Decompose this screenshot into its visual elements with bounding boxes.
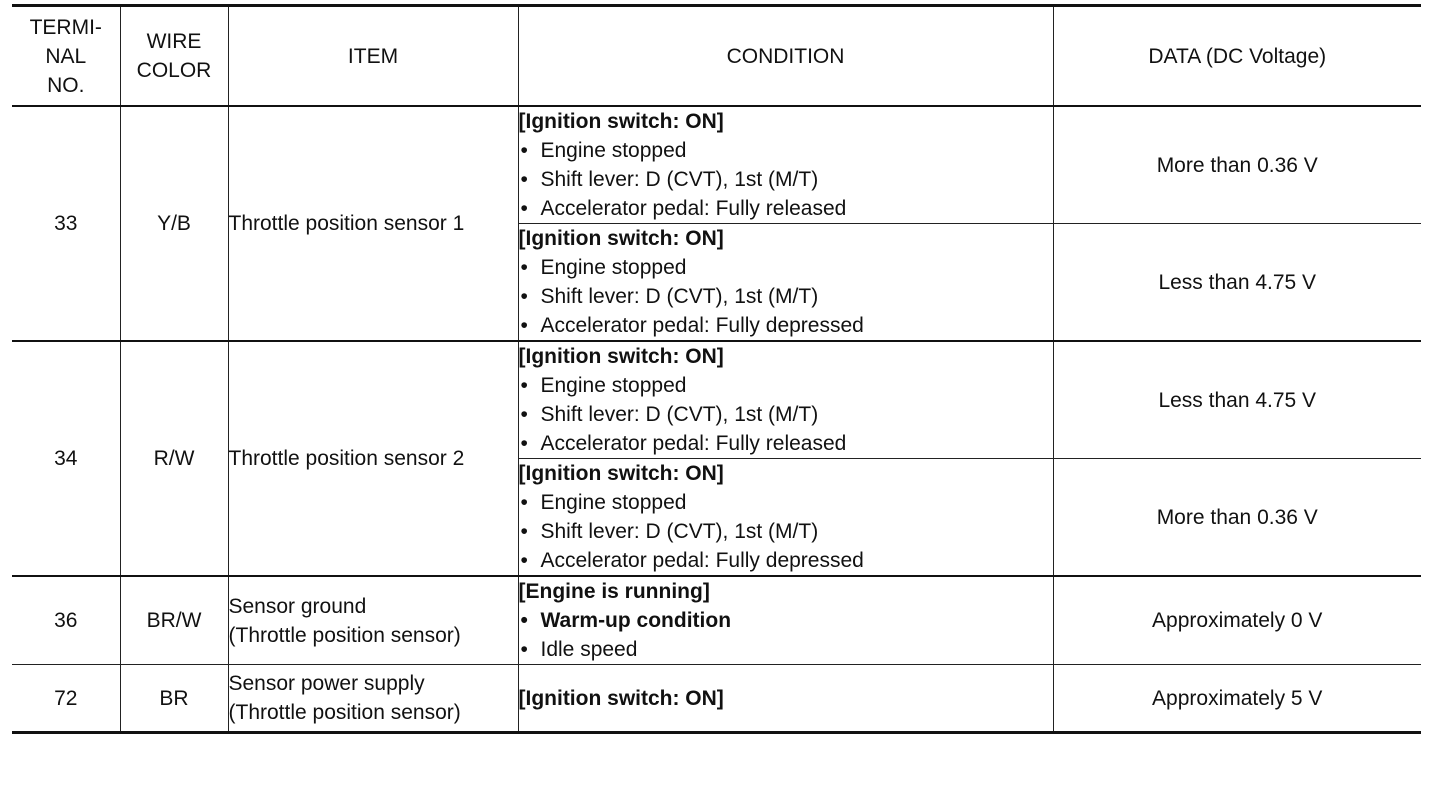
- header-wire-color: WIRE COLOR: [120, 6, 228, 107]
- wire-color: Y/B: [120, 106, 228, 341]
- condition-heading: [Ignition switch: ON]: [518, 110, 724, 133]
- wire-color: BR/W: [120, 576, 228, 665]
- terminal-number: 33: [12, 106, 120, 341]
- condition-heading: [Ignition switch: ON]: [518, 227, 724, 250]
- terminal-spec-table: [12, 4, 1421, 734]
- header-data: DATA (DC Voltage): [1053, 6, 1421, 107]
- condition-item: • Shift lever: D (CVT), 1st (M/T): [519, 517, 1053, 546]
- item-name: Throttle position sensor 2: [228, 341, 518, 576]
- condition-list: [519, 253, 1053, 340]
- condition-item: • Warm-up condition: [519, 606, 1053, 635]
- voltage-value: Less than 4.75 V: [1053, 341, 1421, 459]
- condition-cell: [518, 576, 1053, 665]
- condition-item: • Accelerator pedal: Fully released: [519, 429, 1053, 458]
- wire-color: BR: [120, 665, 228, 733]
- header-condition: CONDITION: [518, 6, 1053, 107]
- item-name: Sensor power supply (Throttle position sensor): [228, 665, 518, 733]
- item-name: Sensor ground (Throttle position sensor): [228, 576, 518, 665]
- condition-heading: [Ignition switch: ON]: [518, 686, 724, 710]
- terminal-number: 34: [12, 341, 120, 576]
- terminal-number: 72: [12, 665, 120, 733]
- condition-cell: [518, 341, 1053, 459]
- condition-item: • Shift lever: D (CVT), 1st (M/T): [519, 282, 1053, 311]
- terminal-number: 36: [12, 576, 120, 665]
- condition-list: [519, 606, 1053, 664]
- condition-cell: [518, 106, 1053, 224]
- header-terminal-no: TERMI- NAL NO.: [12, 6, 120, 107]
- header-row: [12, 6, 1421, 107]
- table-row: [12, 576, 1421, 665]
- condition-item: • Shift lever: D (CVT), 1st (M/T): [519, 165, 1053, 194]
- condition-item: • Accelerator pedal: Fully released: [519, 194, 1053, 223]
- wire-color: R/W: [120, 341, 228, 576]
- voltage-value: Approximately 0 V: [1053, 576, 1421, 665]
- condition-item: • Engine stopped: [519, 253, 1053, 282]
- condition-item: • Engine stopped: [519, 371, 1053, 400]
- condition-item: • Engine stopped: [519, 136, 1053, 165]
- header-item: ITEM: [228, 6, 518, 107]
- condition-list: [519, 136, 1053, 223]
- condition-cell: [518, 459, 1053, 577]
- condition-item: • Accelerator pedal: Fully depressed: [519, 546, 1053, 575]
- condition-list: [519, 488, 1053, 575]
- table-row: [12, 665, 1421, 733]
- condition-cell: [518, 665, 1053, 733]
- table-row: [12, 341, 1421, 459]
- condition-heading: [Engine is running]: [518, 580, 710, 603]
- condition-item: • Accelerator pedal: Fully depressed: [519, 311, 1053, 340]
- voltage-value: Approximately 5 V: [1053, 665, 1421, 733]
- voltage-value: Less than 4.75 V: [1053, 224, 1421, 342]
- condition-item: • Engine stopped: [519, 488, 1053, 517]
- condition-cell: [518, 224, 1053, 342]
- voltage-value: More than 0.36 V: [1053, 106, 1421, 224]
- table-row: [12, 106, 1421, 224]
- condition-list: [519, 371, 1053, 458]
- condition-heading: [Ignition switch: ON]: [518, 345, 724, 368]
- condition-heading: [Ignition switch: ON]: [518, 462, 724, 485]
- condition-item: • Idle speed: [519, 635, 1053, 664]
- item-name: Throttle position sensor 1: [228, 106, 518, 341]
- condition-item: • Shift lever: D (CVT), 1st (M/T): [519, 400, 1053, 429]
- voltage-value: More than 0.36 V: [1053, 459, 1421, 577]
